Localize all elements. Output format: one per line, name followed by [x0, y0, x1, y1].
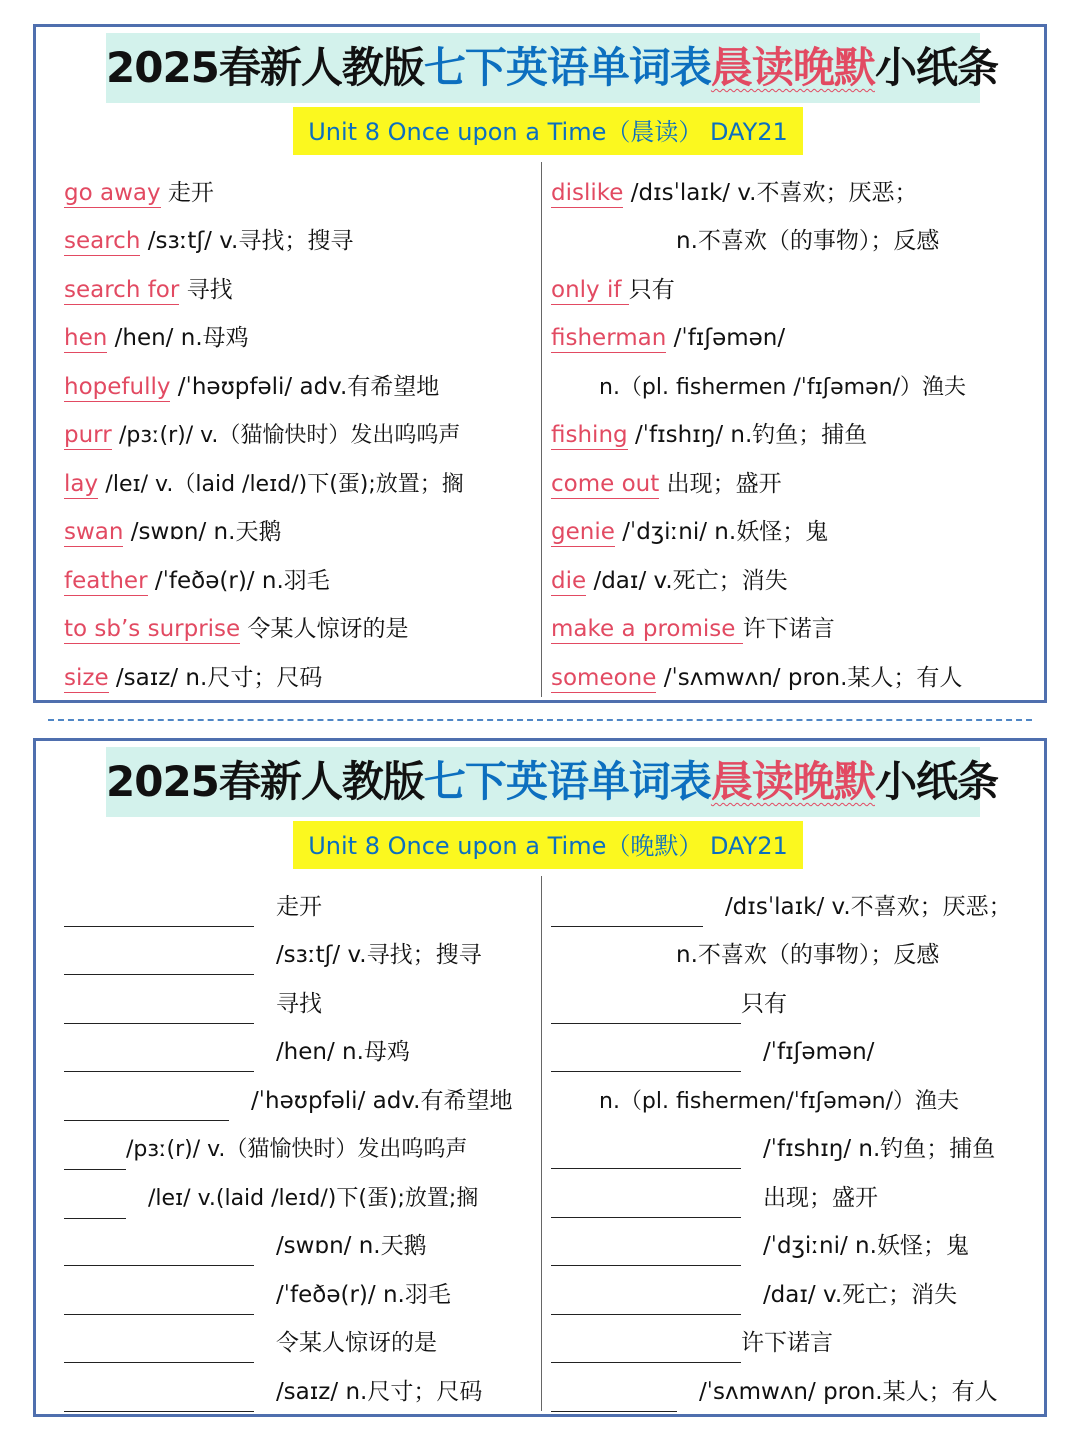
vocab-definition: /ˈsʌmwʌn/ pron.某人；有人	[698, 1379, 998, 1405]
blank-row	[64, 1178, 478, 1218]
blank-row	[551, 1129, 995, 1169]
vocab-definition: 令某人惊讶的是	[247, 616, 409, 642]
answer-blank[interactable]	[551, 898, 703, 927]
vocab-definition: /daɪ/ v.死亡；消失	[593, 568, 788, 594]
vocab-definition: 许下诺言	[742, 616, 835, 642]
title-part-4: 小纸条	[874, 757, 998, 806]
morning-sheet	[33, 24, 1047, 703]
vocab-word: search for	[64, 277, 180, 303]
word-row	[64, 270, 233, 310]
vocab-word: feather	[64, 568, 148, 594]
vocab-definition: 许下诺言	[741, 1330, 833, 1356]
answer-blank[interactable]	[64, 1141, 126, 1170]
blank-row	[551, 887, 1012, 927]
vocab-word: to sb’s surprise	[64, 616, 241, 642]
answer-blank[interactable]	[64, 1237, 254, 1266]
word-row	[64, 221, 353, 261]
blank-row	[64, 1323, 437, 1363]
vocab-definition: /ˈfɪshɪŋ/ n.钓鱼；捕鱼	[762, 1136, 996, 1162]
blank-row	[551, 1275, 957, 1315]
title-part-2: 七下英语单词表	[423, 757, 711, 806]
vocab-definition: /dɪsˈlaɪk/ v.不喜欢；厌恶；	[724, 894, 1012, 920]
blank-row	[64, 984, 322, 1024]
vocab-definition: /sɜːtʃ/ v.寻找；搜寻	[275, 942, 482, 968]
vocab-definition: 走开	[167, 180, 214, 206]
answer-blank[interactable]	[64, 946, 254, 975]
word-row	[551, 658, 962, 698]
word-row	[64, 367, 439, 407]
blank-row	[551, 1032, 874, 1072]
vocab-definition: 出现；盛开	[762, 1185, 878, 1211]
vocab-definition: /sɜːtʃ/ v.寻找；搜寻	[147, 228, 354, 254]
vocab-definition: 出现；盛开	[666, 471, 782, 497]
word-row	[551, 512, 828, 552]
vocab-word: lay	[64, 471, 99, 497]
vocab-definition: /ˈfeðə(r)/ n.羽毛	[275, 1282, 451, 1308]
word-row	[551, 464, 782, 504]
answer-blank[interactable]	[64, 1286, 254, 1315]
vocab-word: size	[64, 665, 109, 691]
vocab-definition: /daɪ/ v.死亡；消失	[762, 1282, 958, 1308]
blank-row	[64, 935, 482, 975]
word-row	[551, 270, 675, 310]
sheet-title	[106, 33, 998, 103]
vocab-definition: 走开	[275, 894, 322, 920]
evening-subtitle: Unit 8 Once upon a Time（晚默） DAY21	[293, 821, 803, 869]
blank-row	[64, 1081, 512, 1121]
blank-row	[551, 1178, 878, 1218]
sheet-title	[106, 747, 998, 817]
word-row	[64, 512, 281, 552]
vocab-definition: 令某人惊讶的是	[275, 1330, 437, 1356]
vocab-word: only if	[551, 277, 629, 303]
morning-subtitle: Unit 8 Once upon a Time（晨读） DAY21	[293, 107, 803, 155]
blank-row	[551, 1226, 969, 1266]
word-row	[551, 173, 917, 213]
answer-blank[interactable]	[64, 898, 254, 927]
vocab-definition: /ˈfɪshɪŋ/ n.钓鱼；捕鱼	[634, 422, 868, 448]
answer-blank[interactable]	[64, 1383, 254, 1412]
vocab-definition: 只有	[628, 277, 675, 303]
word-row	[551, 609, 835, 649]
blank-row	[551, 1372, 998, 1412]
title-part-1: 2025春新人教版	[106, 757, 424, 806]
blank-row	[64, 887, 322, 927]
vocab-definition: /saɪz/ n.尺寸；尺码	[275, 1379, 483, 1405]
vocab-definition: n.（pl. fishermen /ˈfɪʃəmən/）渔夫	[599, 375, 966, 400]
blank-row	[551, 1323, 833, 1363]
vocab-definition: /hen/ n.母鸡	[114, 325, 249, 351]
vocab-definition: /hen/ n.母鸡	[275, 1039, 410, 1065]
title-part-4: 小纸条	[874, 43, 998, 92]
vocab-definition: /ˈfɪʃəmən/	[673, 325, 786, 351]
word-row	[676, 221, 939, 261]
vocab-definition: /ˈdʒiːni/ n.妖怪；鬼	[622, 519, 829, 545]
vocab-definition: n.（pl. fishermen/ˈfɪʃəmən/）渔夫	[599, 1089, 959, 1114]
blank-row	[64, 1032, 410, 1072]
answer-blank[interactable]	[551, 1237, 741, 1266]
answer-blank[interactable]	[551, 1043, 741, 1072]
vocab-word: genie	[551, 519, 615, 545]
vocab-definition: /ˈsʌmwʌn/ pron.某人；有人	[663, 665, 963, 691]
column-divider	[541, 876, 542, 1411]
vocab-definition: /leɪ/ v.（laid /leɪd/)下(蛋);放置；搁	[105, 472, 464, 497]
word-row	[64, 561, 330, 601]
answer-blank[interactable]	[64, 1092, 229, 1121]
vocab-definition: 寻找	[275, 991, 322, 1017]
vocab-definition: /leɪ/ v.(laid /leɪd/)下(蛋);放置;搁	[147, 1186, 479, 1211]
word-row	[599, 367, 966, 407]
vocab-definition: n.不喜欢（的事物）；反感	[676, 942, 940, 968]
vocab-word: someone	[551, 665, 657, 691]
vocab-word: hopefully	[64, 374, 171, 400]
vocab-definition: /saɪz/ n.尺寸；尺码	[115, 665, 323, 691]
word-row	[551, 318, 785, 358]
answer-blank[interactable]	[64, 1043, 254, 1072]
vocab-definition: /ˈdʒiːni/ n.妖怪；鬼	[762, 1233, 969, 1259]
word-row	[551, 415, 867, 455]
vocab-word: purr	[64, 422, 112, 448]
vocab-definition: /swɒn/ n.天鹅	[130, 519, 282, 545]
vocab-word: fisherman	[551, 325, 667, 351]
word-row	[64, 415, 460, 455]
vocab-word: go away	[64, 180, 161, 206]
word-row	[64, 658, 322, 698]
word-row	[551, 561, 788, 601]
answer-blank[interactable]	[551, 1286, 741, 1315]
vocab-word: hen	[64, 325, 108, 351]
answer-blank[interactable]	[551, 995, 741, 1024]
answer-blank[interactable]	[551, 1140, 741, 1169]
vocab-definition: /ˈhəʊpfəli/ adv.有希望地	[177, 374, 440, 400]
blank-row	[64, 1226, 427, 1266]
title-part-2: 七下英语单词表	[423, 43, 711, 92]
blank-row	[64, 1372, 482, 1412]
vocab-definition: /pɜː(r)/ v.（猫愉快时）发出呜呜声	[126, 1137, 468, 1162]
vocab-definition: /ˈhəʊpfəli/ adv.有希望地	[250, 1088, 513, 1114]
title-part-3: 晨读晚默	[710, 43, 875, 92]
cut-line	[48, 719, 1032, 721]
vocab-word: search	[64, 228, 141, 254]
answer-blank[interactable]	[64, 1334, 254, 1363]
answer-blank[interactable]	[64, 995, 254, 1024]
vocab-definition: /ˈfeðə(r)/ n.羽毛	[154, 568, 330, 594]
word-row	[599, 1081, 959, 1121]
vocab-definition: 只有	[741, 991, 787, 1017]
word-row	[64, 464, 464, 504]
answer-blank[interactable]	[551, 1189, 741, 1218]
vocab-definition: 寻找	[186, 277, 233, 303]
answer-blank[interactable]	[551, 1334, 741, 1363]
vocab-definition: /pɜː(r)/ v.（猫愉快时）发出呜呜声	[119, 423, 461, 448]
vocab-definition: /dɪsˈlaɪk/ v.不喜欢；厌恶；	[630, 180, 918, 206]
answer-blank[interactable]	[551, 1383, 677, 1412]
vocab-word: swan	[64, 519, 124, 545]
evening-sheet	[33, 738, 1047, 1417]
vocab-word: die	[551, 568, 587, 594]
vocab-word: come out	[551, 471, 660, 497]
vocab-definition: n.不喜欢（的事物）；反感	[676, 228, 940, 254]
vocab-word: fishing	[551, 422, 628, 448]
title-part-3: 晨读晚默	[710, 757, 875, 806]
word-row	[64, 173, 214, 213]
vocab-definition: /ˈfɪʃəmən/	[762, 1039, 875, 1065]
word-row	[64, 609, 409, 649]
blank-row	[551, 984, 787, 1024]
word-row	[676, 935, 939, 975]
column-divider	[541, 162, 542, 697]
vocab-definition: /swɒn/ n.天鹅	[275, 1233, 427, 1259]
blank-row	[64, 1275, 451, 1315]
vocab-word: dislike	[551, 180, 624, 206]
title-part-1: 2025春新人教版	[106, 43, 424, 92]
blank-row	[64, 1129, 467, 1169]
word-row	[64, 318, 249, 358]
vocab-word: make a promise	[551, 616, 743, 642]
answer-blank[interactable]	[64, 1190, 126, 1219]
